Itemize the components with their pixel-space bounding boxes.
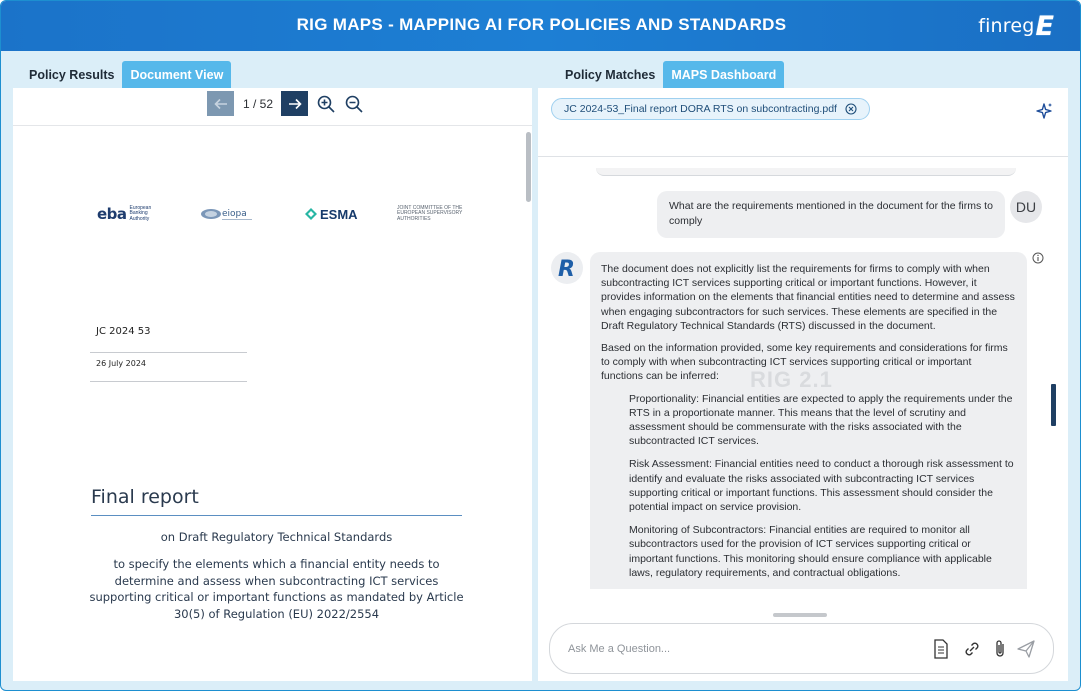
tab-maps-dashboard[interactable]: MAPS Dashboard — [663, 61, 784, 88]
arrow-right-icon — [288, 98, 302, 110]
watermark: RIG 2.1 — [750, 367, 833, 392]
previous-message-edge — [596, 168, 1016, 176]
bot-point: Proportionality: Financial entities are expected to apply the requirements under the RTS in a proportionate manner. This means that the level of scrutiny and assessment should be commensurate with the risks associated with the subcontracted ICT services. — [629, 392, 1013, 448]
eba-logo — [97, 202, 151, 226]
esma-logo — [305, 202, 358, 226]
document-page — [13, 128, 523, 681]
svg-text:R: R — [558, 257, 575, 279]
zoom-out-icon[interactable] — [344, 94, 364, 114]
page-indicator: 1 / 52 — [242, 97, 274, 111]
app-title: RIG MAPS - MAPPING AI FOR POLICIES AND STANDARDS — [296, 15, 787, 34]
bot-message — [590, 252, 1027, 589]
esma-mark: ESMA — [320, 206, 358, 222]
bot-point: Risk Assessment: Financial entities need to conduct a thorough risk assessment to identify and evaluate the risks associated with subcontracting ICT services supporting critical or important functions. This assessment should consider the potential impact on service provision. — [629, 458, 1014, 514]
bot-paragraph: Based on the information provided, some key requirements and considerations for firms to comply with when subcontracting ICT services supporting critical or important functions can be inferred: — [601, 342, 1008, 383]
esma-emblem-icon — [305, 208, 317, 220]
bot-avatar — [551, 252, 583, 284]
r-logo-icon — [557, 257, 577, 279]
next-page-button[interactable] — [281, 91, 308, 116]
eba-mark: eba — [97, 205, 127, 223]
paperclip-icon[interactable] — [990, 638, 1010, 660]
divider — [90, 381, 247, 382]
tab-document-view[interactable]: Document View — [122, 61, 231, 88]
document-icon[interactable] — [931, 638, 951, 660]
close-circle-icon[interactable] — [845, 103, 857, 115]
document-scrollbar[interactable] — [526, 132, 531, 202]
document-description: to specify the elements which a financial entity needs to determine and assess when subcontracting ICT services supporting critical or important functions as mandated by Article 30(5) of Regulation (EU) 2022/2554 — [89, 557, 464, 621]
chat-scrollbar[interactable] — [1051, 384, 1056, 426]
logo-text: finreg — [978, 15, 1035, 37]
app-header — [1, 1, 1081, 51]
previous-page-button[interactable] — [207, 91, 234, 116]
bot-paragraph: The document does not explicitly list the requirements for firms to comply with when subcontracting ICT services supporting critical or important functions. However, it provides information on the elements that financial entities need to determine and assess when engaging subcontractors for such services. These elements are specified in the Draft Regulatory Technical Standards (RTS) discussed in the document. — [601, 263, 1015, 332]
sparkle-icon[interactable] — [1036, 102, 1054, 120]
document-viewer — [13, 88, 532, 681]
document-panel — [13, 61, 532, 681]
left-tabs — [21, 61, 231, 88]
link-icon[interactable] — [962, 638, 982, 660]
info-icon[interactable] — [1032, 252, 1044, 264]
eiopa-emblem-icon — [199, 204, 257, 224]
file-chip-label: JC 2024-53_Final report DORA RTS on subcontracting.pdf — [564, 103, 837, 115]
question-input[interactable] — [568, 640, 908, 658]
tab-policy-matches[interactable]: Policy Matches — [565, 67, 656, 82]
svg-text:eiopa: eiopa — [222, 209, 247, 219]
document-reference: JC 2024 53 — [96, 326, 151, 337]
document-title: Final report — [91, 486, 199, 508]
bot-point: Monitoring of Subcontractors: Financial entities are required to monitor all subcontractors used for the provision of ICT services supporting critical or important functions. This monitoring should ensure compliance with applicable laws, regulatory requirements, and contractual obligations. — [629, 524, 992, 579]
eiopa-logo — [199, 202, 257, 226]
file-chip[interactable] — [551, 98, 870, 120]
document-toolbar — [13, 88, 532, 126]
chat-body — [538, 88, 1068, 681]
user-message: What are the requirements mentioned in the document for the firms to comply — [657, 191, 1005, 238]
arrow-left-icon — [214, 98, 228, 110]
divider — [538, 156, 1068, 157]
ask-box — [549, 623, 1054, 674]
joint-committee-logo: JOINT COMMITTEE OF THE EUROPEAN SUPERVISORY AUTHORITIES — [397, 204, 463, 222]
title-underline — [91, 515, 462, 516]
document-date: 26 July 2024 — [96, 359, 147, 368]
drag-handle[interactable] — [773, 613, 827, 617]
tab-policy-results[interactable]: Policy Results — [29, 67, 115, 82]
zoom-in-icon[interactable] — [316, 94, 336, 114]
finreg-logo — [978, 11, 1054, 41]
document-subtitle: on Draft Regulatory Technical Standards — [160, 530, 393, 544]
user-avatar: DU — [1010, 191, 1042, 223]
divider — [90, 352, 247, 353]
right-tabs — [557, 61, 784, 88]
send-icon[interactable] — [1016, 638, 1036, 660]
chat-panel — [549, 61, 1068, 681]
logo-mark: E — [1035, 10, 1054, 42]
eba-subtitle: European Banking Authority — [129, 204, 152, 222]
